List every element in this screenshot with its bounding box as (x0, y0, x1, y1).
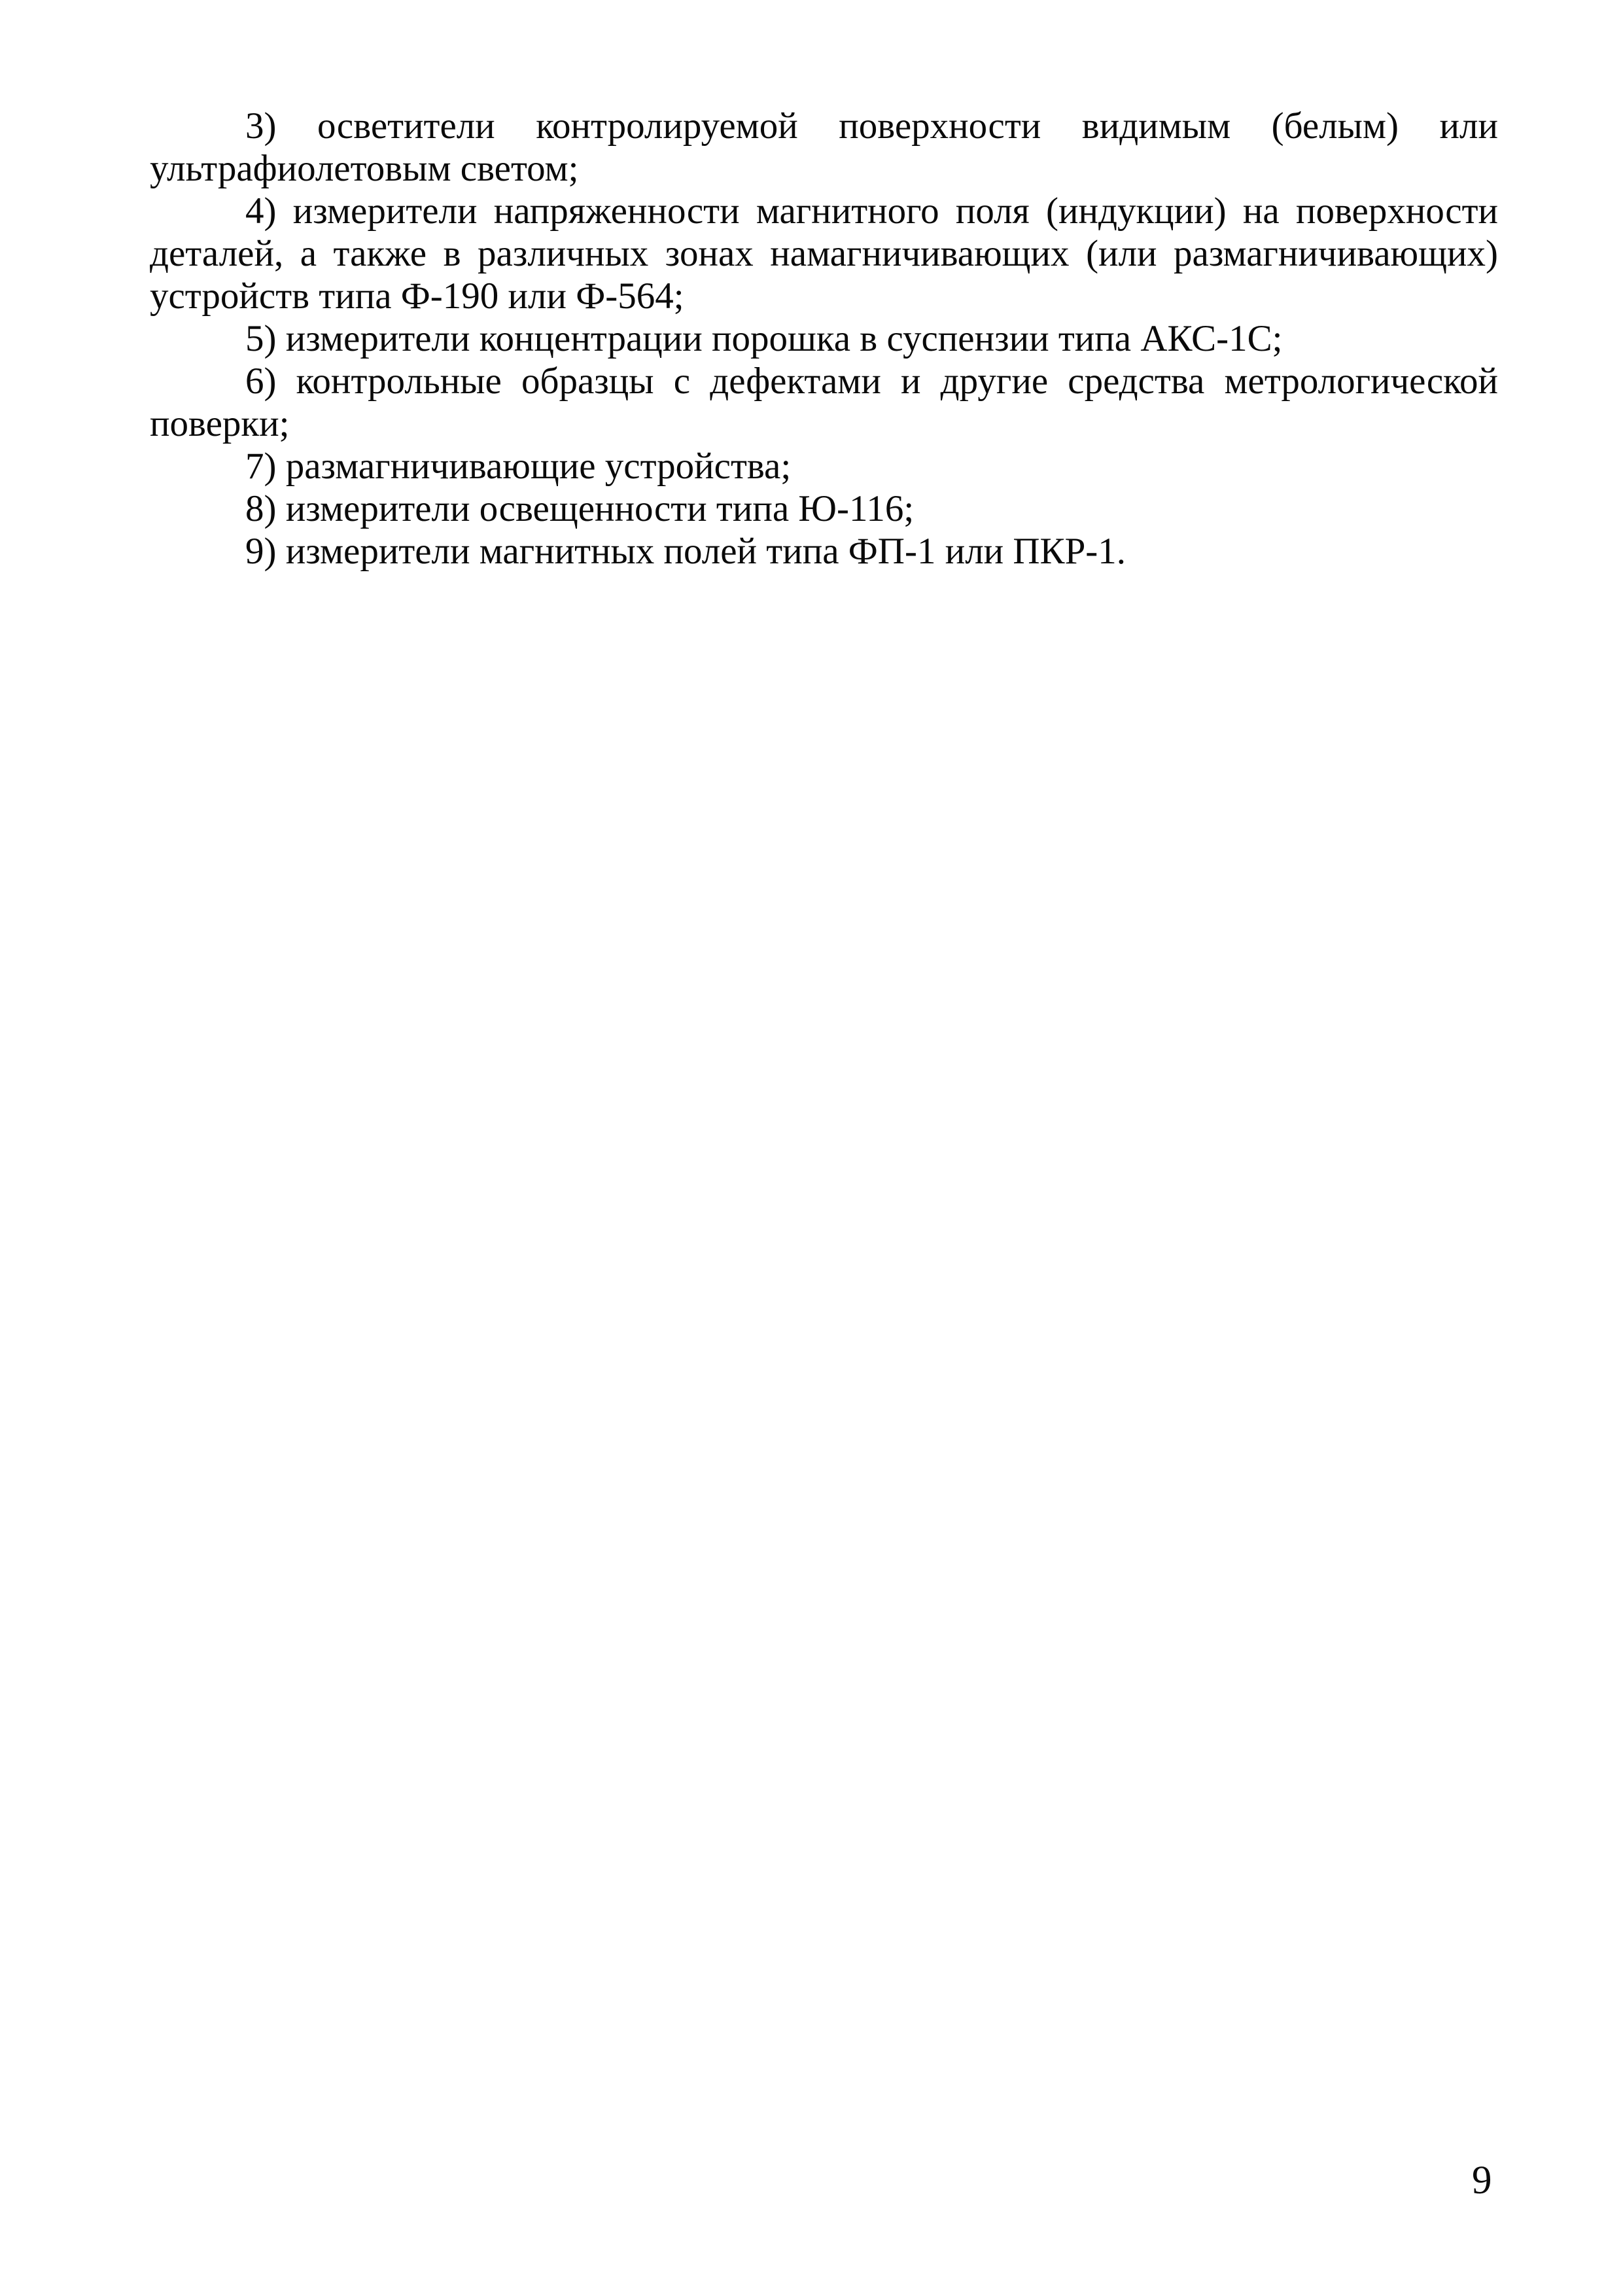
list-item-6: 6) контрольные образцы с дефектами и другие средства метрологической поверки; (150, 361, 1498, 444)
list-item-3: 3) осветители контролируемой поверхности видимым (белым) или ультрафиолетовым светом; (150, 105, 1498, 189)
list-body (150, 105, 1498, 573)
list-item-8: 8) измерители освещенности типа Ю-116; (245, 488, 915, 529)
list-item-5: 5) измерители концентрации порошка в суспензии типа АКС-1С; (245, 318, 1283, 359)
list-item-9: 9) измерители магнитных полей типа ФП-1 или ПКР-1. (245, 531, 1126, 572)
page-number: 9 (1472, 2159, 1492, 2202)
list-item-4: 4) измерители напряженности магнитного поля (индукции) на поверхности деталей, а также в различных зонах намагничивающих (или размагничивающих) устройств типа Ф-190 или Ф-564; (150, 190, 1498, 317)
list-item-7: 7) размагничивающие устройства; (245, 446, 792, 487)
